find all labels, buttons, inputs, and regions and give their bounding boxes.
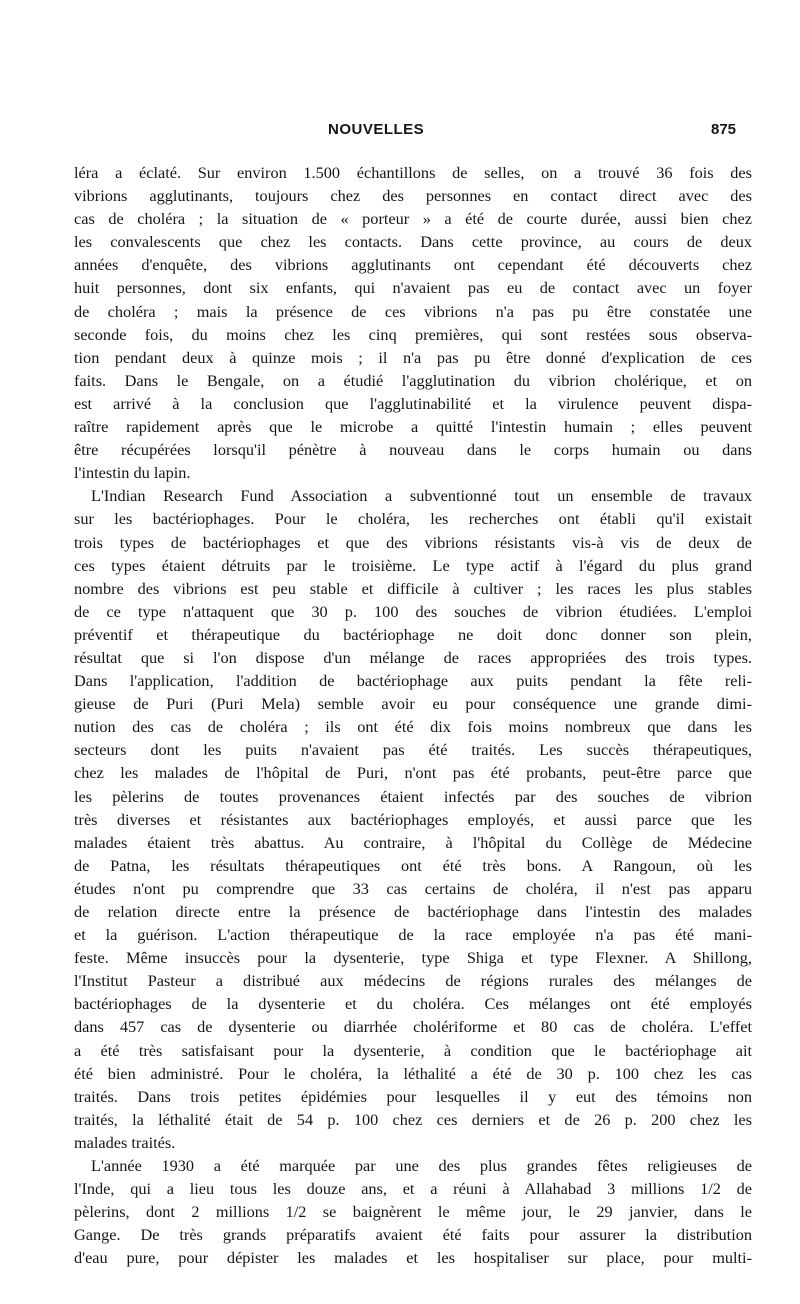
text-line: et la guérison. L'action thérapeutique de la race employée n'a pas été mani- [74,925,752,945]
text-line: malades étaient très abattus. Au contraire, à l'hôpital du Collège de Médecine [74,832,752,852]
text-line: traités, la léthalité était de 54 p. 100 chez ces derniers et de 26 p. 200 chez les [74,1109,752,1129]
text-line: sur les bactériophages. Pour le choléra, les recherches ont établi qu'il existait [74,509,752,529]
text-line: pèlerins, dont 2 millions 1/2 se baignèrent le même jour, le 29 janvier, dans le [74,1202,752,1222]
text-line: bactériophages de la dysenterie et du choléra. Ces mélanges ont été employés [74,994,752,1014]
text-line: de choléra ; mais la présence de ces vibrions n'a pas pu être constatée une [74,301,752,321]
text-line: faits. Dans le Bengale, on a étudié l'agglutination du vibrion cholérique, et on [74,370,752,390]
text-line: les convalescents que chez les contacts. Dans cette province, au cours de deux [74,232,752,252]
text-line: de relation directe entre la présence de bactériophage dans l'intestin des malades [74,902,752,921]
text-line: préventif et thérapeutique du bactériophage ne doit donc donner son plein, [74,624,752,644]
text-line: a été très satisfaisant pour la dysenterie, à condition que le bactériophage ait [74,1040,752,1060]
text-line: secteurs dont les puits n'avaient pas été traités. Les succès thérapeutiques, [74,740,752,760]
text-line: est arrivé à la conclusion que l'agglutinabilité et la virulence peuvent dispa- [74,393,752,413]
text-line: études n'ont pu comprendre que 33 cas certains de choléra, il n'est pas apparu [74,878,752,898]
text-line: léra a éclaté. Sur environ 1.500 échantillons de selles, on a trouvé 36 fois des [74,163,752,182]
paragraph-3 [74,1154,752,1269]
running-title: NOUVELLES [328,121,425,138]
running-header [0,121,800,141]
text-line: ces types étaient détruits par le troisième. Le type actif à l'égard du plus grand [74,555,752,575]
text-line: trois types de bactériophages et que des vibrions résistants vis-à vis de deux de [74,532,752,552]
text-line: résultat que si l'on dispose d'un mélange de races appropriées des trois types. [74,647,752,667]
text-line: l'intestin du lapin. [74,463,191,483]
text-line: tion pendant deux à quinze mois ; il n'a pas pu être donné d'explication de ces [74,347,752,367]
text-line: Gange. De très grands préparatifs avaient été faits pour assurer la distribution [74,1225,752,1245]
text-line: nombre des vibrions est peu stable et difficile à cultiver ; les races les plus stables [74,578,752,598]
text-line: de ce type n'attaquent que 30 p. 100 des souches de vibrion étudiées. L'emploi [74,601,752,621]
text-line: raître rapidement après que le microbe a quitté l'intestin humain ; elles peuvent [74,417,752,437]
text-line: les pèlerins de toutes provenances étaient infectés par des souches de vibrion [74,786,752,806]
article-body [74,161,752,1270]
text-line: feste. Même insuccès pour la dysenterie, type Shiga et type Flexner. A Shillong, [74,948,752,968]
page-number: 875 [711,121,737,138]
text-line: chez les malades de l'hôpital de Puri, n'ont pas été probants, peut-être parce que [74,763,752,783]
paragraph-2 [74,484,752,1154]
text-line: l'Inde, qui a lieu tous les douze ans, et a réuni à Allahabad 3 millions 1/2 de [74,1179,752,1199]
text-line: huit personnes, dont six enfants, qui n'avaient pas eu de contact avec un foyer [74,278,752,298]
text-line: Dans l'application, l'addition de bactériophage aux puits pendant la fête reli- [74,671,752,691]
text-line: traités. Dans trois petites épidémies pour lesquelles il y eut des témoins non [74,1086,752,1106]
text-line: seconde fois, du moins chez les cinq premières, qui sont restées sous observa- [74,324,752,344]
paragraph-1 [74,161,752,484]
text-line: cas de choléra ; la situation de « porteur » a été de courte durée, aussi bien chez [74,209,752,229]
text-line: être récupérées lorsqu'il pénètre à nouveau dans le corps humain ou dans [74,440,752,460]
text-line: de Patna, les résultats thérapeutiques ont été très bons. A Rangoun, où les [74,855,752,875]
text-line: l'Institut Pasteur a distribué aux médecins de régions rurales des mélanges de [74,971,752,991]
text-line: nution des cas de choléra ; ils ont été dix fois moins nombreux que dans les [74,717,752,737]
text-line: vibrions agglutinants, toujours chez des personnes en contact direct avec des [74,186,752,206]
text-line: malades traités. [74,1132,176,1152]
text-line: d'eau pure, pour dépister les malades et les hospitaliser sur place, pour multi- [74,1248,752,1268]
text-line: années d'enquête, des vibrions agglutinants ont cependant été découverts chez [74,255,752,275]
text-line: été bien administré. Pour le choléra, la léthalité a été de 30 p. 100 chez les cas [74,1063,752,1083]
text-line: L'Indian Research Fund Association a subventionné tout un ensemble de travaux [91,486,752,506]
text-line: dans 457 cas de dysenterie ou diarrhée cholériforme et 80 cas de choléra. L'effet [74,1017,752,1037]
text-line: très diverses et résistantes aux bactériophages employés, et aussi parce que les [74,809,752,829]
text-line: gieuse de Puri (Puri Mela) semble avoir eu pour conséquence une grande dimi- [74,694,752,714]
text-line: L'année 1930 a été marquée par une des plus grandes fêtes religieuses de [91,1156,752,1176]
